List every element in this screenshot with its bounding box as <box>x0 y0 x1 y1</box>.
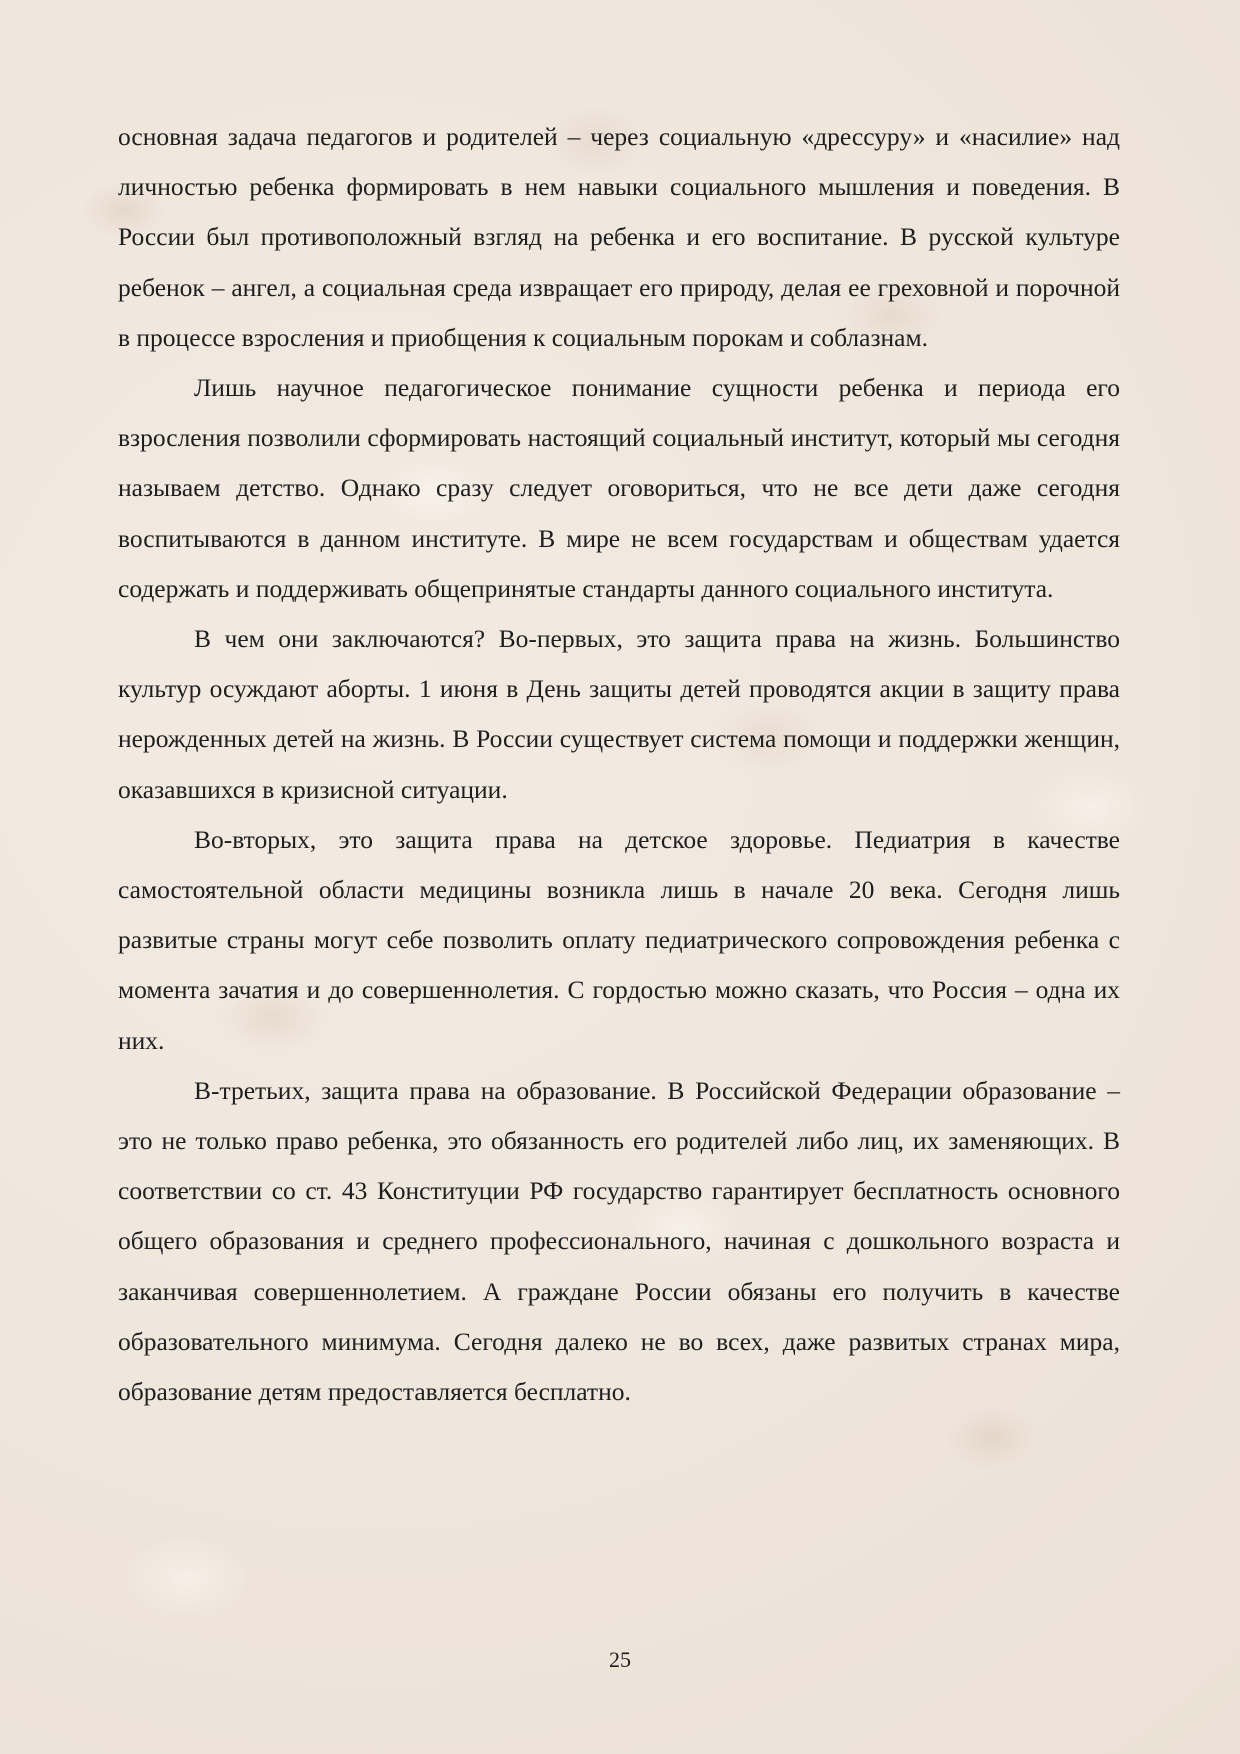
paragraph-5: В-третьих, защита права на образование. В Российской Федерации образование – это не только право ребенка, это обязанность его родителей либо лиц, их заменяющих. В соответствии со ст. 43 Конституции РФ государство гарантирует бесплатность основного общего образования и среднего профессионального, начиная с дошкольного возраста и заканчивая совершеннолетием. А граждане России обязаны его получить в качестве образовательного минимума. Сегодня далеко не во всех, даже развитых странах мира, образование детям предоставляется бесплатно. <box>118 1075 1120 1407</box>
page-body <box>118 112 1120 1417</box>
paragraph-4: Во-вторых, это защита права на детское здоровье. Педиатрия в качестве самостоятельной области медицины возникла лишь в начале 20 века. Сегодня лишь развитые страны могут себе позволить оплату педиатрического сопровождения ребенка с момента зачатия и до совершеннолетия. С гордостью можно сказать, что Россия – одна их них. <box>118 824 1120 1055</box>
page-number: 25 <box>609 1647 631 1672</box>
paragraph-2: Лишь научное педагогическое понимание сущности ребенка и периода его взросления позволили сформировать настоящий социальный институт, который мы сегодня называем детство. Однако сразу следует оговориться, что не все дети даже сегодня воспитываются в данном институте. В мире не всем государствам и обществам удается содержать и поддерживать общепринятые стандарты данного социального института. <box>118 373 1120 603</box>
paragraph-1: основная задача педагогов и родителей – через социальную «дрессуру» и «насилие» над личностью ребенка формировать в нем навыки социального мышления и поведения. В России был противоположный взгляд на ребенка и его воспитание. В русской культуре ребенок – ангел, а социальная среда извращает его природу, делая ее греховной и порочной в процессе взросления и приобщения к социальным порокам и соблазнам. <box>118 122 1120 352</box>
paragraph-3: В чем они заключаются? Во-первых, это защита права на жизнь. Большинство культур осуждают аборты. 1 июня в День защиты детей проводятся акции в защиту права нерожденных детей на жизнь. В России существует система помощи и поддержки женщин, оказавшихся в кризисной ситуации. <box>118 624 1120 804</box>
